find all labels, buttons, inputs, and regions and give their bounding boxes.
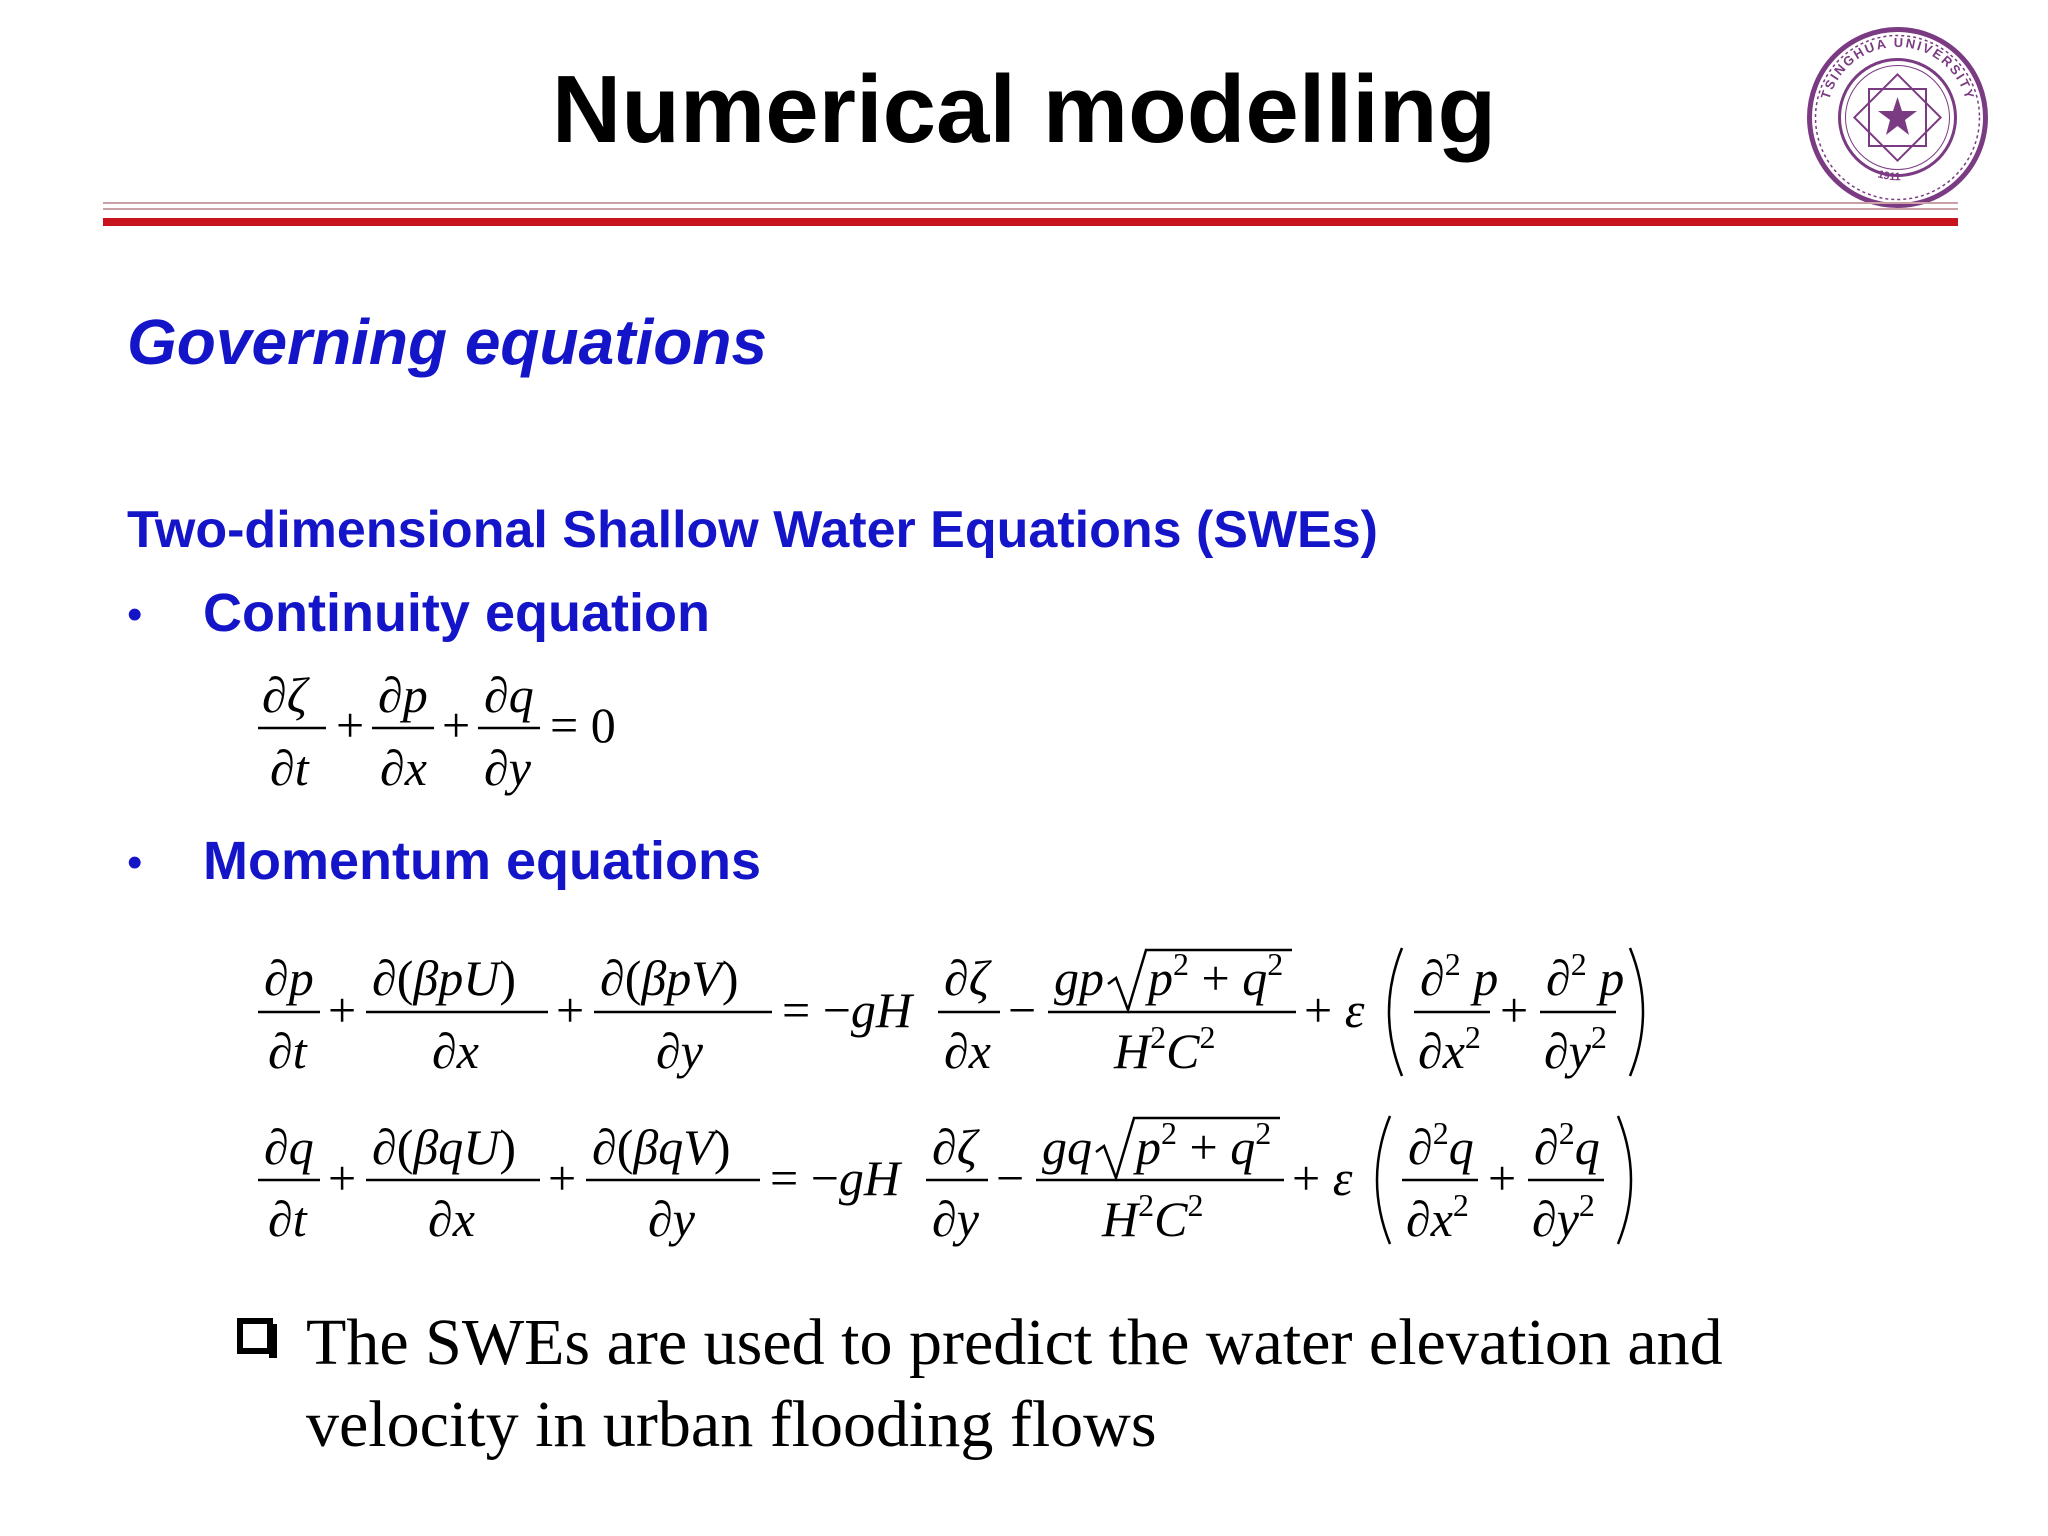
slide-title: Numerical modelling — [551, 56, 1497, 163]
svg-text:= 0: = 0 — [550, 697, 616, 753]
svg-text:∂2q: ∂$^2$q — [1534, 1115, 1600, 1175]
svg-text:∂t: ∂t — [268, 1191, 307, 1247]
svg-text:+: + — [328, 982, 357, 1038]
checkbox-icon — [237, 1318, 273, 1354]
svg-text:∂p: ∂p — [264, 950, 314, 1006]
svg-text:∂y2: $\partial y^2$ — [1544, 1019, 1607, 1079]
svg-text:∂y: ∂y — [656, 1023, 703, 1079]
svg-text:∂x: ∂x — [380, 740, 427, 796]
momentum-equation-x — [258, 946, 1643, 1079]
bullet-dot: • — [127, 838, 143, 887]
svg-text:∂2 p: ∂$^2$ p — [1420, 946, 1499, 1006]
svg-text:p2 + q2: $p^2 + q^2$ — [1148, 946, 1284, 1006]
momentum-equation-y — [258, 1115, 1631, 1247]
svg-text:∂2q: ∂$^2$q — [1408, 1115, 1474, 1175]
equations-heading: Two-dimensional Shallow Water Equations (SWEs) — [127, 501, 1378, 559]
bullet-dot: • — [127, 590, 143, 639]
svg-text:+ ε: + ε — [1304, 982, 1365, 1038]
svg-text:∂2 p: ∂$^2$ p — [1546, 946, 1625, 1006]
svg-text:+: + — [548, 1150, 577, 1206]
svg-text:∂ζ: ∂ζ — [262, 667, 307, 723]
continuity-equation — [258, 667, 616, 796]
svg-text:+: + — [1500, 982, 1529, 1038]
svg-text:−: − — [996, 1150, 1025, 1206]
svg-text:∂y: ∂y — [484, 740, 531, 796]
svg-text:∂y: ∂y — [932, 1191, 979, 1247]
svg-text:∂(βpV): ∂(βpV) — [600, 950, 739, 1006]
svg-text:∂t: ∂t — [268, 1023, 307, 1079]
svg-text:∂(βqU): ∂(βqU) — [372, 1119, 517, 1175]
svg-text:1911: 1911 — [1876, 168, 1901, 184]
svg-text:∂q: ∂q — [264, 1119, 314, 1175]
svg-text:∂x: ∂x — [944, 1023, 991, 1079]
svg-text:+: + — [336, 697, 365, 753]
svg-text:∂(βqV): ∂(βqV) — [592, 1119, 731, 1175]
svg-text:+: + — [328, 1150, 357, 1206]
svg-text:∂q: ∂q — [484, 667, 534, 723]
svg-text:gp: gp — [1054, 950, 1104, 1006]
svg-text:∂y2: $\partial y^2$ — [1532, 1187, 1595, 1247]
svg-text:gq: gq — [1042, 1119, 1092, 1175]
svg-text:+: + — [1488, 1150, 1517, 1206]
svg-text:∂p: ∂p — [378, 667, 428, 723]
section-subtitle: Governing equations — [127, 306, 768, 378]
svg-text:∂(βpU): ∂(βpU) — [372, 950, 517, 1006]
svg-text:∂x2: $\partial x^2$ — [1406, 1187, 1469, 1247]
svg-text:∂ζ: ∂ζ — [932, 1119, 977, 1175]
svg-text:H2C2: $H^2C^2$ — [1102, 1187, 1204, 1247]
svg-text:∂t: ∂t — [270, 740, 309, 796]
svg-text:∂ζ: ∂ζ — [944, 950, 989, 1006]
note-text: The SWEs are used to predict the water elevation and velocity in urban flooding flows — [306, 1306, 1723, 1461]
svg-text:+: + — [556, 982, 585, 1038]
svg-text:+: + — [442, 697, 471, 753]
svg-text:H2C2: $H^2C^2$ — [1114, 1019, 1216, 1079]
svg-text:∂x: ∂x — [432, 1023, 479, 1079]
svg-text:= −gH: = −gH — [782, 982, 913, 1038]
svg-text:p2 + q2: $p^2 + q^2$ — [1136, 1115, 1272, 1175]
svg-text:+ ε: + ε — [1292, 1150, 1353, 1206]
svg-text:∂x: ∂x — [428, 1191, 475, 1247]
bullet-continuity: Continuity equation — [203, 583, 710, 643]
svg-text:∂y: ∂y — [648, 1191, 695, 1247]
bullet-momentum: Momentum equations — [203, 831, 762, 891]
svg-text:−: − — [1008, 982, 1037, 1038]
svg-text:= −gH: = −gH — [770, 1150, 901, 1206]
svg-text:TSINGHUA UNIVERSITY: TSINGHUA UNIVERSITY — [1817, 34, 1978, 103]
svg-text:∂x2: $\partial x^2$ — [1418, 1019, 1481, 1079]
